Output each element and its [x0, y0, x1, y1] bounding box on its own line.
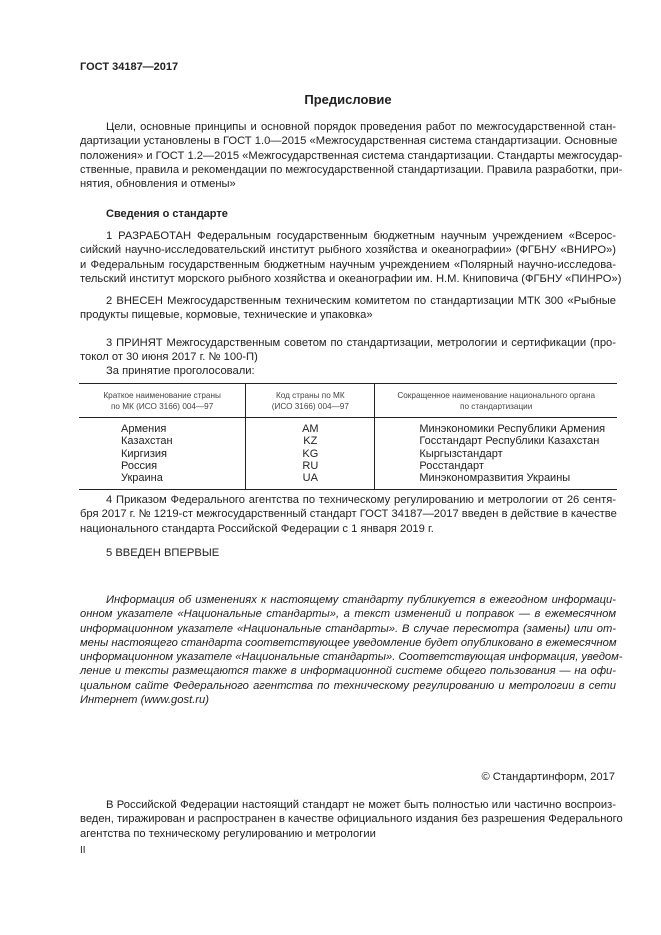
info-heading: Сведения о стандарте: [106, 208, 228, 220]
text-line: положения» и ГОСТ 1.2—2015 «Межгосударственная система стандартизации. Стандарты межгосудар-: [80, 149, 623, 162]
page-number: II: [80, 845, 86, 856]
text-line: сийский научно-исследовательский институт рыбного хозяйства и океанографии» (ФГБНУ «ВНИРО»): [80, 244, 616, 257]
text-line: 5 ВВЕДЕН ВПЕРВЫЕ: [106, 547, 220, 559]
intro-paragraph: [80, 120, 623, 191]
text-line: информационном указателе «Национальные стандарты». В случае пересмотра (замены) или от-: [80, 622, 616, 635]
item-3-paragraph: [80, 336, 616, 365]
text-line: и Федеральным государственным бюджетным научным учреждением «Полярный научно-исследова-: [80, 258, 616, 271]
text-line: 2 ВНЕСЕН Межгосударственным техническим комитетом по стандартизации МТК 300 «Рыбные: [106, 295, 616, 307]
table-row: [79, 472, 617, 490]
text-line: информационном указателе «Национальные стандарты». Соответствующая информация, уведом-: [80, 651, 623, 664]
cell-country: Киргизия: [121, 447, 167, 460]
cell-organ: Росстандарт: [375, 460, 617, 472]
column-header-code: Код страны по МК (ИСО 3166) 004—97: [246, 384, 375, 418]
cell-code: RU: [246, 460, 375, 472]
text-line: онном указателе «Национальные стандарты», а текст изменений и поправок — в ежемесячном: [80, 608, 616, 621]
cell-country: Украина: [79, 472, 246, 490]
text-line: агентства по техническому регулированию и метрологии: [80, 827, 376, 840]
text-line: 4 Приказом Федерального агентства по техническому регулированию и метрологии от 26 сентя-: [106, 494, 616, 506]
text-line: ственные, правила и рекомендации по межгосударственной стандартизации. Правила разработки, при-: [80, 163, 623, 176]
table-row: [79, 435, 617, 447]
cell-organ: Госстандарт Республики Казахстан: [375, 435, 617, 447]
text-line: дартизации установлены в ГОСТ 1.0—2015 «Межгосударственная система стандартизации. Основные: [80, 135, 618, 148]
cell-country: Россия: [121, 459, 158, 472]
text-line: ление и тексты размещаются также в информационной системе общего пользования — на офи-: [80, 665, 616, 678]
text-line: национального стандарта Российской Федерации с 1 января 2019 г.: [80, 522, 434, 535]
text-line: мены настоящего стандарта соответствующее уведомление будет опубликовано в ежемесячном: [80, 636, 617, 649]
table-row: [79, 460, 617, 472]
text-line: Цели, основные принципы и основной порядок проведения работ по межгосударственной стан-: [106, 121, 616, 133]
text-line: токол от 30 июня 2017 г. № 100-П): [80, 351, 258, 364]
cell-organ: Кыргызстандарт: [375, 448, 617, 460]
text-line: циальном сайте Федерального агентства по техническому регулированию и метрологии в сети: [80, 679, 616, 692]
cell-code: UA: [246, 472, 375, 490]
copyright: © Стандартинформ, 2017: [481, 771, 615, 783]
text-line: продукты пищевые, кормовые, технические и упаковка»: [80, 309, 373, 322]
column-header-organ: Сокращенное наименование национального органа по стандартизации: [375, 384, 617, 418]
rights-paragraph: [80, 798, 623, 841]
voted-label: За принятие проголосовали:: [106, 365, 255, 377]
cell-organ: Минэкономразвития Украины: [375, 472, 617, 490]
voting-table: [79, 383, 617, 490]
text-line: Информация об изменениях к настоящему стандарту публикуется в ежегодном информаци-: [106, 594, 616, 606]
cell-country: Армения: [121, 423, 167, 435]
text-line: 1 РАЗРАБОТАН Федеральным государственным бюджетным научным учреждением «Всерос-: [106, 230, 616, 242]
cell-country: Казахстан: [121, 435, 173, 448]
table-row: [79, 448, 617, 460]
cell-organ: Минэкономики Республики Армения: [375, 418, 617, 436]
text-line: веден, тиражирован и распространен в качестве официального издания без разрешения Федерального: [80, 813, 623, 826]
text-line: В Российской Федерации настоящий стандарт не может быть полностью или частично воспроиз-: [106, 799, 616, 811]
text-line: бря 2017 г. № 1219-ст межгосударственный стандарт ГОСТ 34187—2017 введен в действие в качестве: [80, 508, 617, 521]
text-line: Интернет (www.gost.ru): [80, 694, 209, 707]
page-title: Предисловие: [304, 92, 392, 107]
text-line: 3 ПРИНЯТ Межгосударственным советом по стандартизации, метрологии и сертификации (про-: [106, 337, 616, 349]
table-row: [79, 418, 617, 436]
cell-code: KZ: [246, 435, 375, 447]
cell-code: KG: [246, 448, 375, 460]
column-header-country: Краткое наименование страны по МК (ИСО 3166) 004—97: [79, 384, 246, 418]
item-4-paragraph: [80, 493, 616, 536]
document-header: ГОСТ 34187—2017: [80, 61, 179, 73]
text-line: тельский институт морского рыбного хозяйства и океанографии им. Н.М. Книповича (ФГБНУ «ПИНРО»): [80, 272, 622, 285]
item-5-paragraph: [80, 546, 616, 560]
item-2-paragraph: [80, 294, 616, 323]
text-line: нятия, обновления и отмены»: [80, 178, 236, 191]
item-1-paragraph: [80, 229, 622, 286]
notice-paragraph: [80, 593, 623, 707]
cell-code: AM: [246, 418, 375, 436]
